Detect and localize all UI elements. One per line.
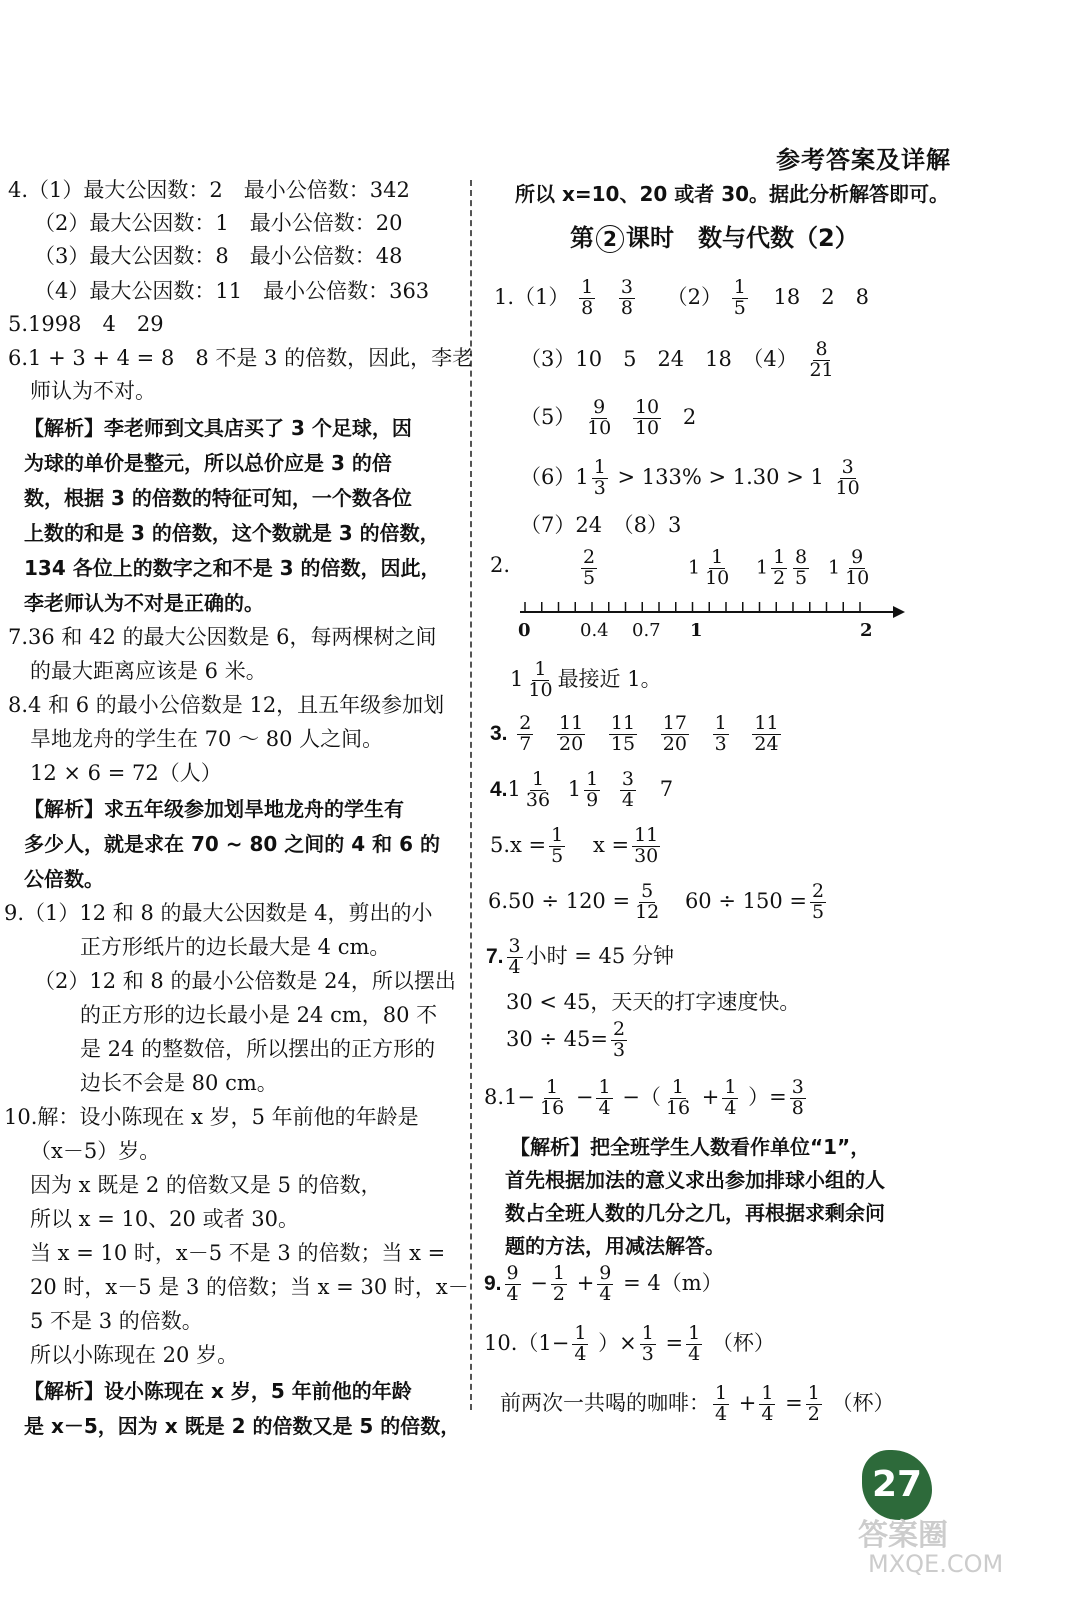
q9-line5: 是 24 的整数倍，所以摆出的正方形的	[80, 1037, 436, 1061]
q9-line6: 边长不会是 80 cm。	[80, 1071, 278, 1095]
watermark-url: MXQE.COM	[868, 1550, 1004, 1578]
q8-row: 8.1− $\frac{1}{16}$ − $\frac{1}{4}$ −（ $\frac{1}{16}$ + $\frac{1}{4}$ ）= $\frac{3}{8}$	[484, 1076, 804, 1119]
q8-line1: 8.4 和 6 的最小公倍数是 12，且五年级参加划	[8, 693, 445, 717]
q10-line2: （x－5）岁。	[30, 1139, 161, 1163]
q7-row1: 7. $\frac{3}{4}$ 小时 = 45 分钟	[486, 935, 674, 978]
q7-row2: 30 < 45，天天的打字速度快。	[506, 990, 801, 1014]
q8-analysis1: 【解析】求五年级参加划旱地龙舟的学生有	[24, 797, 404, 821]
page-number-badge: 27	[862, 1450, 932, 1520]
q10-line1: 10.解：设小陈现在 x 岁，5 年前他的年龄是	[4, 1105, 419, 1129]
q1-row4: （6）1 $\frac{1}{3}$ > 133% > 1.30 > 1 $\frac{3}{10}$	[520, 456, 860, 499]
q6-line2: 师认为不对。	[30, 379, 156, 403]
q10-row1: 10.（1− $\frac{1}{4}$ ）× $\frac{1}{3}$ = $\frac{1}{4}$ （杯）	[484, 1322, 775, 1365]
q4-line1: 4.（1）最大公因数：2 最小公倍数：342	[8, 178, 410, 202]
q10-line4: 所以 x = 10、20 或者 30。	[30, 1207, 299, 1231]
q8-line3: 12 × 6 = 72（人）	[30, 761, 222, 785]
lesson-number: 2	[596, 225, 624, 253]
q8-analysis3: 公倍数。	[24, 867, 104, 891]
axis-1: 1	[690, 620, 703, 641]
q10-analysis2: 是 x－5，因为 x 既是 2 的倍数又是 5 的倍数，	[24, 1414, 461, 1438]
q10-line7: 5 不是 3 的倍数。	[30, 1309, 203, 1333]
q7-row3: 30 ÷ 45= $\frac{2}{3}$	[506, 1018, 626, 1061]
q2-frac-8-5: $\frac{8}{5}$	[795, 546, 808, 589]
section-title: 第 2 课时 数与代数（2）	[570, 224, 859, 252]
q4-line3: （3）最大公因数：8 最小公倍数：48	[34, 244, 403, 268]
q10-line6: 20 时，x－5 是 3 的倍数；当 x = 30 时，x－	[30, 1275, 469, 1299]
q4-line2: （2）最大公因数：1 最小公倍数：20	[34, 211, 403, 235]
q4-row: 4.1 $\frac{1}{36}$ 1 $\frac{1}{9}$ $\frac{3}{4}$ 7	[490, 768, 674, 811]
q8-analysis1: 【解析】把全班学生人数看作单位“1”，	[510, 1135, 871, 1159]
q6-analysis3: 数，根据 3 的倍数的特征可知，一个数各位	[24, 486, 412, 510]
axis-2: 2	[860, 620, 873, 641]
q8-analysis2: 多少人，就是求在 70 ~ 80 之间的 4 和 6 的	[24, 832, 440, 856]
q6-analysis2: 为球的单价是整元，所以总价应是 3 的倍	[24, 451, 392, 475]
q9-line3: （2）12 和 8 的最小公倍数是 24，所以摆出	[34, 969, 456, 993]
q8-line2: 旱地龙舟的学生在 70 ～ 80 人之间。	[30, 727, 384, 751]
q6-line1: 6.1 + 3 + 4 = 8 8 不是 3 的倍数，因此，李老	[8, 346, 474, 370]
axis-0-7: 0.7	[632, 620, 661, 641]
q6-analysis1: 【解析】李老师到文具店买了 3 个足球，因	[24, 416, 412, 440]
axis-0: 0	[518, 620, 531, 641]
q7-line2: 的最大距离应该是 6 米。	[30, 659, 267, 683]
q1-row3: （5） $\frac{9}{10}$ $\frac{10}{10}$ 2	[520, 396, 697, 439]
right-top-line: 所以 x=10、20 或者 30。据此分析解答即可。	[515, 182, 950, 206]
q2-frac-2-5: $\frac{2}{5}$	[583, 546, 596, 589]
q6-analysis4: 上数的和是 3 的倍数，这个数就是 3 的倍数，	[24, 521, 440, 545]
number-line	[515, 592, 905, 622]
q6-analysis6: 李老师认为不对是正确的。	[24, 591, 264, 615]
watermark-logo: 答案圈	[858, 1518, 948, 1553]
q5-row: 5.x = $\frac{1}{5}$ x = $\frac{11}{30}$	[490, 824, 659, 867]
q10-line5: 当 x = 10 时，x－5 不是 3 的倍数；当 x =	[30, 1241, 446, 1265]
q4-line4: （4）最大公因数：11 最小公倍数：363	[34, 279, 430, 303]
q8-analysis2: 首先根据加法的意义求出参加排球小组的人	[505, 1168, 885, 1192]
q1-row2: （3）10 5 24 18 （4） $\frac{8}{21}$	[520, 338, 834, 381]
header-title: 参考答案及详解	[776, 145, 951, 174]
q9-row: 9. $\frac{9}{4}$ − $\frac{1}{2}$ + $\frac{9}{4}$ = 4（m）	[484, 1262, 723, 1305]
q8-analysis4: 题的方法，用减法解答。	[505, 1234, 725, 1258]
q5-line: 5.1998 4 29	[8, 312, 164, 336]
q10-analysis1: 【解析】设小陈现在 x 岁，5 年前他的年龄	[24, 1379, 412, 1403]
q10-line8: 所以小陈现在 20 岁。	[30, 1343, 239, 1367]
q8-analysis3: 数占全班人数的几分之几，再根据求剩余问	[505, 1201, 885, 1225]
q3-row: 3. $\frac{2}{7}$ $\frac{11}{20}$ $\frac{11}{15}$ $\frac{17}{20}$ $\frac{1}{3}$ $\frac{11}{24}$	[490, 712, 779, 755]
q6-analysis5: 134 各位上的数字之和不是 3 的倍数，因此，	[24, 556, 441, 580]
q9-line1: 9.（1）12 和 8 的最大公因数是 4，剪出的小	[4, 901, 433, 925]
axis-0-4: 0.4	[580, 620, 609, 641]
q2-frac-1-1-2: 1 $\frac{1}{2}$	[756, 546, 786, 589]
q7-line1: 7.36 和 42 的最大公因数是 6，每两棵树之间	[8, 625, 437, 649]
q1-row5: （7）24 （8）3	[520, 513, 682, 537]
q2-frac-1-1-10: 1 $\frac{1}{10}$	[688, 546, 730, 589]
q2-answer: 1 $\frac{1}{10}$ 最接近 1。	[510, 658, 662, 701]
q9-line4: 的正方形的边长最小是 24 cm，80 不	[80, 1003, 438, 1027]
q10-line3: 因为 x 既是 2 的倍数又是 5 的倍数，	[30, 1173, 382, 1197]
q9-line2: 正方形纸片的边长最大是 4 cm。	[80, 935, 391, 959]
q6-row: 6.50 ÷ 120 = $\frac{5}{12}$ 60 ÷ 150 = $\frac{2}{5}$	[488, 880, 825, 923]
q10-row2: 前两次一共喝的咖啡： $\frac{1}{4}$ + $\frac{1}{4}$ = $\frac{1}{2}$ （杯）	[500, 1382, 895, 1425]
q2-frac-1-9-10: 1 $\frac{9}{10}$	[828, 546, 870, 589]
q2-label: 2.	[490, 553, 511, 577]
q1-row1: 1.（1） $\frac{1}{8}$ $\frac{3}{8}$ （2） $\frac{1}{5}$ 18 2 8	[494, 276, 869, 319]
